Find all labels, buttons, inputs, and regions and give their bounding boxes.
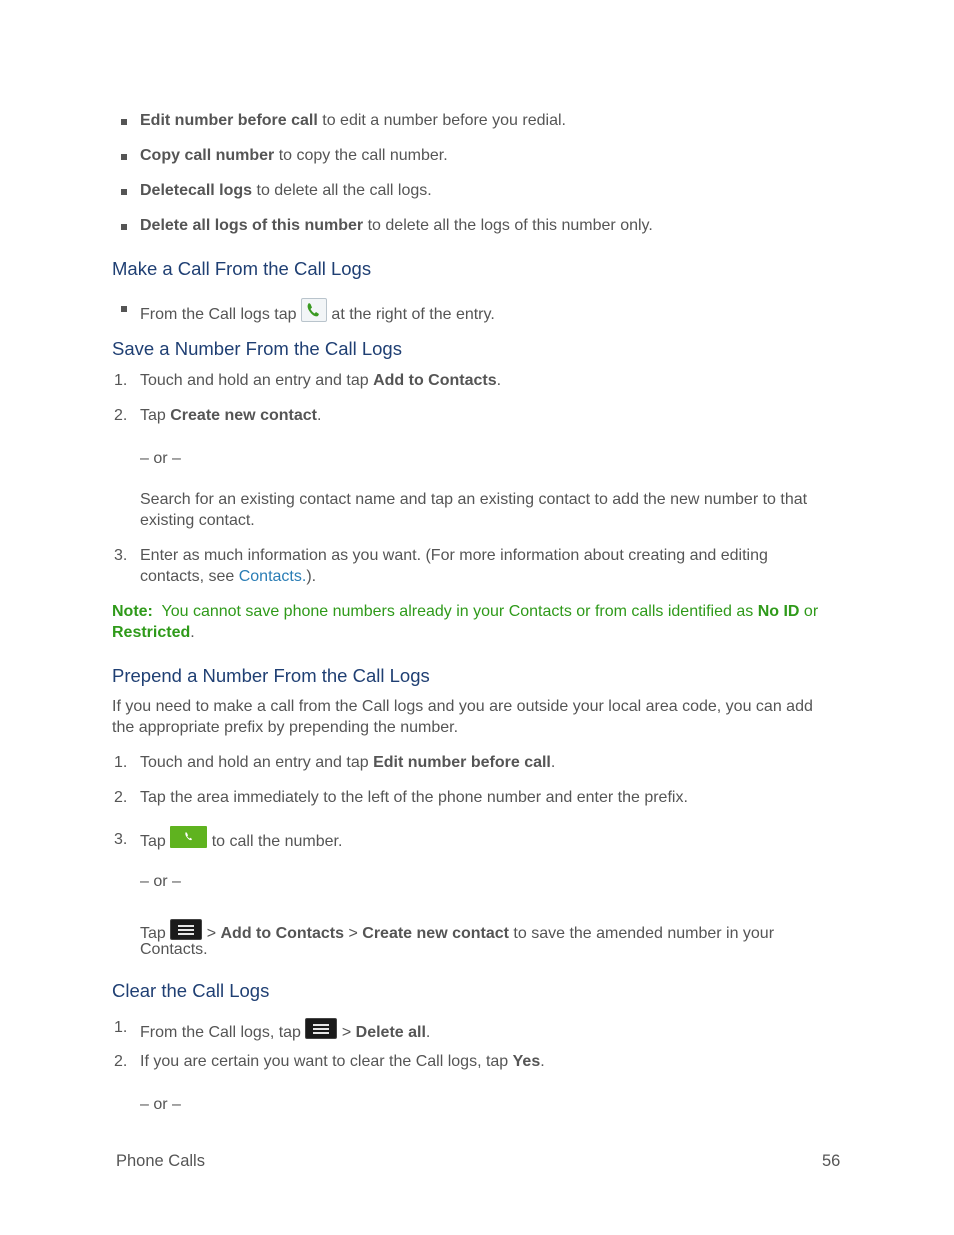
page-number: 56 <box>822 1152 841 1170</box>
menu-icon <box>305 1018 337 1039</box>
bullet-marker <box>121 306 127 312</box>
alt-text-line: Contacts. <box>140 941 208 958</box>
or-separator: – or – <box>140 450 181 467</box>
note-label: Note: <box>112 603 153 620</box>
note-text: Restricted. <box>112 624 195 641</box>
step-number: 2. <box>114 1053 128 1070</box>
step-number: 3. <box>114 831 128 848</box>
section-heading-save-number: Save a Number From the Call Logs <box>112 338 402 359</box>
option-description: to edit a number before you redial. <box>317 112 566 129</box>
section-heading-make-call: Make a Call From the Call Logs <box>112 258 372 279</box>
step-number: 1. <box>114 754 128 771</box>
bullet-marker <box>121 154 127 160</box>
green-call-icon <box>170 826 207 848</box>
option-name: Edit number before call <box>140 112 318 129</box>
bullet-marker <box>121 224 127 230</box>
step-text: contacts, see Contacts.). <box>140 568 317 585</box>
contacts-link[interactable]: Contacts. <box>238 568 307 585</box>
step-text: From the Call logs, tap > Delete all. <box>140 1018 430 1043</box>
option-description: to copy the call number. <box>274 147 448 164</box>
option-description: to delete all the logs of this number only. <box>363 217 653 234</box>
alt-text-line: existing contact. <box>140 512 255 529</box>
list-item <box>140 181 432 201</box>
option-name: Copy call number <box>140 147 275 164</box>
menu-icon <box>170 919 202 940</box>
step-number: 1. <box>114 1019 128 1036</box>
list-item <box>140 111 566 131</box>
step-text: Touch and hold an entry and tap Add to Contacts. <box>140 372 502 389</box>
phone-call-icon <box>301 298 327 322</box>
intro-text: the appropriate prefix by prepending the number. <box>112 719 459 736</box>
alt-text-line: Tap > Add to Contacts > Create new contact to save the amended number in your <box>140 919 774 944</box>
step-text: Tap the area immediately to the left of the phone number and enter the prefix. <box>140 789 688 806</box>
step-text: Touch and hold an entry and tap Edit number before call. <box>140 754 556 771</box>
step-number: 3. <box>114 547 128 564</box>
step-text: If you are certain you want to clear the Call logs, tap Yes. <box>140 1053 545 1070</box>
step-text: Enter as much information as you want. (For more information about creating and editing <box>140 547 768 564</box>
step-number: 2. <box>114 407 128 424</box>
or-separator: – or – <box>140 1096 181 1113</box>
option-name: Delete all logs of this number <box>140 217 364 234</box>
section-heading-clear: Clear the Call Logs <box>112 980 270 1001</box>
list-item <box>140 216 653 236</box>
bullet-marker <box>121 119 127 125</box>
list-item <box>140 146 448 166</box>
option-description: to delete all the call logs. <box>252 182 432 199</box>
footer-section-title: Phone Calls <box>116 1152 205 1170</box>
option-name: Deletecall logs <box>140 182 253 199</box>
section-heading-prepend: Prepend a Number From the Call Logs <box>112 665 430 686</box>
or-separator: – or – <box>140 873 181 890</box>
step-number: 2. <box>114 789 128 806</box>
alt-text-line: Search for an existing contact name and tap an existing contact to add the new number to that <box>140 491 808 508</box>
list-item: From the Call logs tap at the right of the entry. <box>140 298 495 325</box>
bullet-marker <box>121 189 127 195</box>
step-text: Tap to call the number. <box>140 826 342 856</box>
step-text: Tap Create new contact. <box>140 407 322 424</box>
step-number: 1. <box>114 372 128 389</box>
intro-text: If you need to make a call from the Call logs and you are outside your local area code, you can add <box>112 698 813 715</box>
note-text: Note: You cannot save phone numbers already in your Contacts or from calls identified as No ID or <box>112 603 819 620</box>
